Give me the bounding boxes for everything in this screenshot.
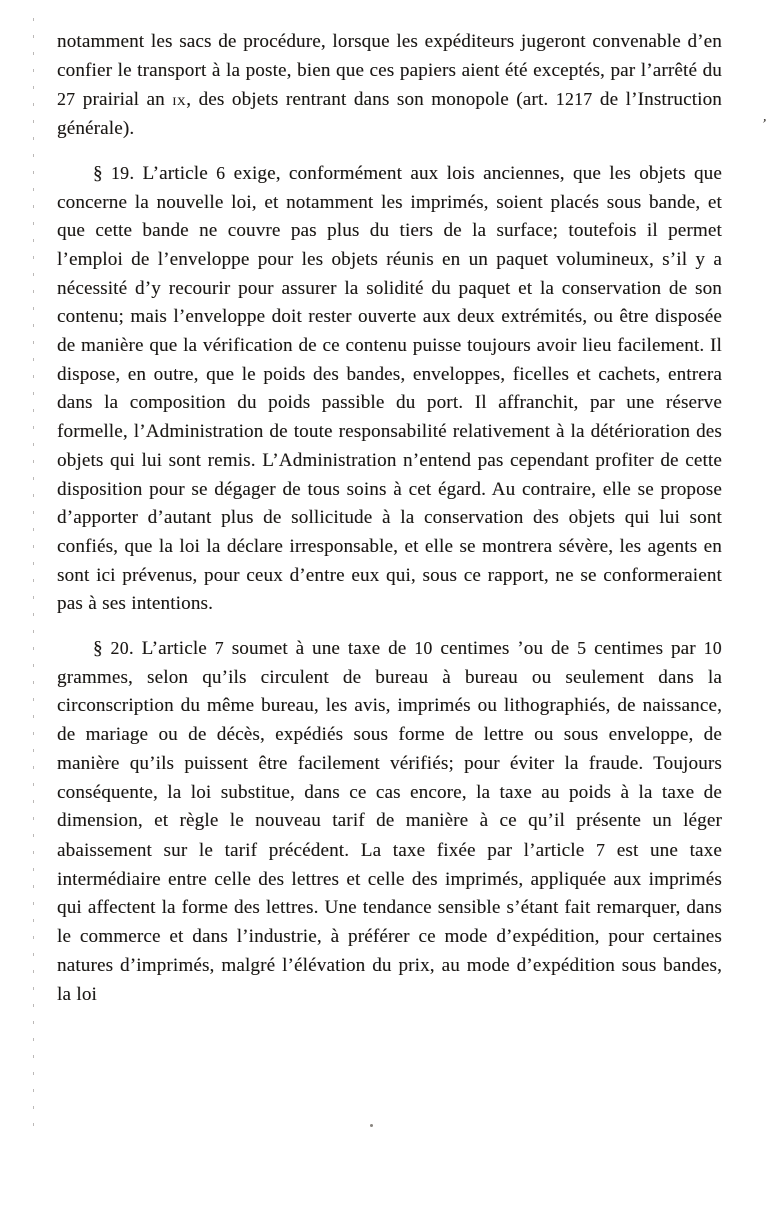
numeral: 5	[577, 638, 587, 659]
numeral: 7	[214, 638, 224, 659]
page-text-body	[57, 28, 722, 1009]
paragraph-section-19: § 19. L’article 6 exige, conformément aux lois anciennes, que les objets que concerne la nouvelle loi, et notamment les imprimés, soient placés sous bande, et que cette bande ne couvre pas plus du tiers de la surface; toutefois il permet l’emploi de l’enveloppe pour les objets réunis en un paquet volumineux, s’il y a nécessité d’y recourir pour assurer la solidité du paquet et la conservation de son contenu; mais l’enveloppe doit rester ouverte aux deux extrémités, ou être disposée de manière que la vérification de ce contenu puisse toujours avoir lieu facilement. Il dispose, en outre, que le poids des bandes, enveloppes, ficelles et cachets, entrera dans la composition du poids passible du port. Il affranchit, par une réserve formelle, l’Administration de toute responsabilité relativement à la détérioration des objets qui lui sont remis. L’Administration n’entend pas cependant profiter de cette disposition pour se dégager de tous soins à cet égard. Au contraire, elle se propose d’apporter d’autant plus de sollicitude à la conservation des objets qui lui sont confiés, que la loi la déclare irresponsable, et elle se montrera sévère, les agents en sont ici prévenus, pour ceux d’entre eux qui, sous ce rapport, ne se conformeraient pas à ses intentions.	[57, 162, 722, 615]
paragraph-section-20: § 20. L’article 7 soumet à une taxe de 10 centimes ’ou de 5 centimes par 10 grammes, selon qu’ils circulent de bureau à bureau ou seulement dans la circonscription du même bureau, les avis, imprimés ou lithographiés, de naissance, de mariage ou de décès, expédiés sous forme de lettre ou sous enveloppe, de manière qu’ils puissent être facilement vérifiés; pour éviter la fraude. Toujours conséquente, la loi substitue, dans ce cas encore, la taxe au poids à la taxe de dimension, et règle le nouveau tarif de manière à ce qu’il présente un léger abaissement sur le tarif précédent. La taxe fixée par l’article 7 est une taxe intermédiaire entre celle des lettres et celle des imprimés, appliquée aux imprimés qui affectent la forme des lettres. Une tendance sensible s’étant fait remarquer, dans le commerce et dans l’industrie, à préférer ce mode d’expédition, pour certaines natures d’imprimés, malgré l’élévation du prix, au mode d’expédition sous bandes, la loi	[57, 638, 722, 1005]
numeral: 20	[110, 638, 129, 659]
numeral: 6	[216, 162, 226, 183]
margin-speck-icon	[370, 1124, 373, 1127]
numeral: 10	[703, 638, 722, 659]
paragraph-continuation: notamment les sacs de procédure, lorsque les expéditeurs jugeront convenable d’en confier le transport à la poste, bien que ces papiers aient été exceptés, par l’arrêté du 27 prairial an ix, des objets rentrant dans son monopole (art. 1217 de l’Instruction générale).	[57, 31, 723, 140]
numeral: 1217	[555, 89, 593, 110]
page-gutter-artifact	[33, 18, 34, 1138]
margin-ink-mark-icon: ’	[759, 116, 768, 134]
roman-numeral-year: ix	[172, 89, 187, 110]
numeral: 27	[57, 89, 76, 110]
numeral: 10	[414, 638, 433, 659]
numeral: 7	[595, 839, 606, 860]
numeral: 19	[110, 162, 130, 183]
